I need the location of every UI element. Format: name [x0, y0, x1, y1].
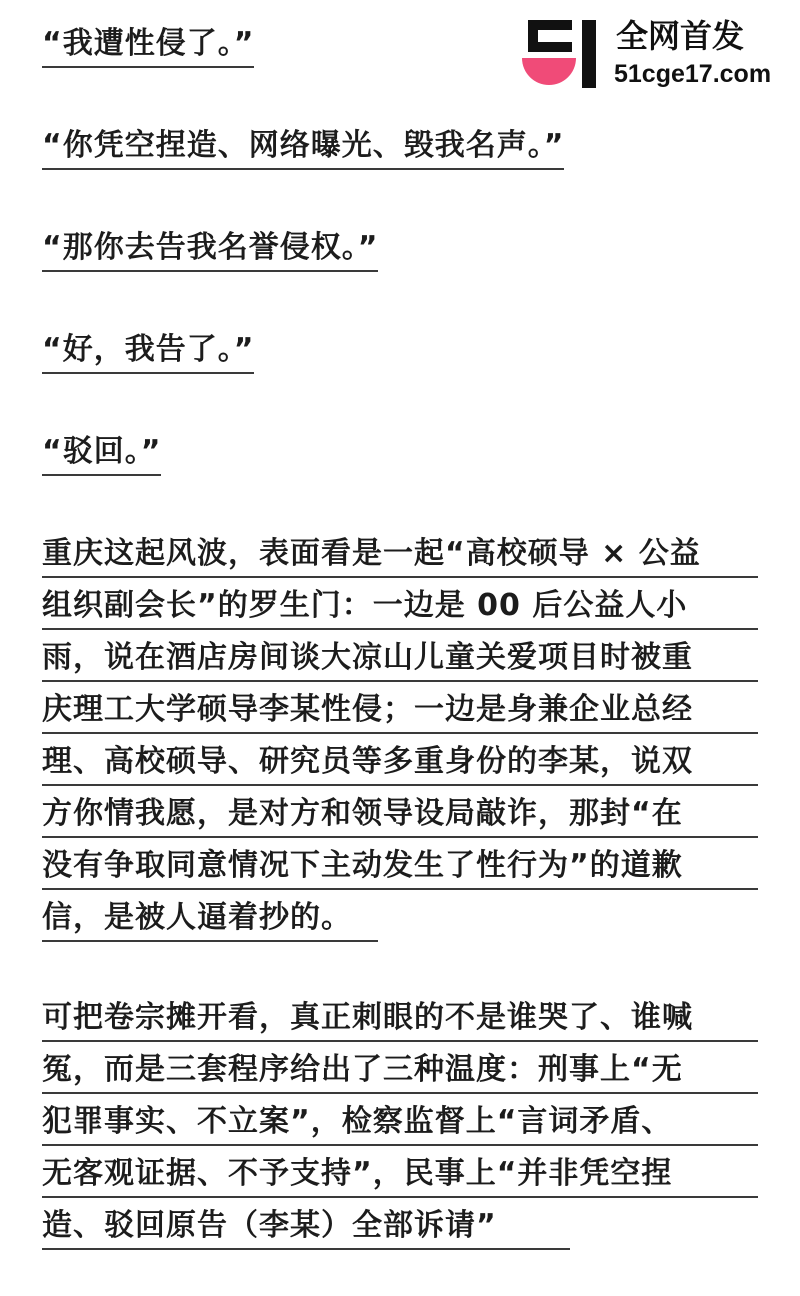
paragraph-line: 雨，说在酒店房间谈大凉山儿童关爱项目时被重: [42, 636, 758, 682]
dialogue-line: “那你去告我名誉侵权。”: [42, 226, 378, 272]
paragraph-line: 造、驳回原告（李某）全部诉请”: [42, 1204, 570, 1250]
logo-51-mark-icon: [520, 14, 610, 94]
paragraph-line: 犯罪事实、不立案”，检察监督上“言词矛盾、: [42, 1100, 758, 1146]
logo-title: 全网首发: [616, 17, 745, 55]
paragraph-line: 可把卷宗摊开看，真正刺眼的不是谁哭了、谁喊: [42, 996, 758, 1042]
dialogue-line: “好，我告了。”: [42, 328, 254, 374]
paragraph-line: 方你情我愿，是对方和领导设局敲诈，那封“在: [42, 792, 758, 838]
site-logo[interactable]: [520, 14, 790, 94]
paragraph-line: 无客观证据、不予支持”，民事上“并非凭空捏: [42, 1152, 758, 1198]
paragraph-line: 冤，而是三套程序给出了三种温度：刑事上“无: [42, 1048, 758, 1094]
dialogue-line: “你凭空捏造、网络曝光、毁我名声。”: [42, 124, 564, 170]
paragraph-line: 理、高校硕导、研究员等多重身份的李某，说双: [42, 740, 758, 786]
dialogue-line: “我遭性侵了。”: [42, 22, 254, 68]
paragraph-line: 组织副会长”的罗生门：一边是 00 后公益人小: [42, 584, 758, 630]
dialogue-line: “驳回。”: [42, 430, 161, 476]
paragraph-line: 信，是被人逼着抄的。: [42, 896, 378, 942]
paragraph-line: 没有争取同意情况下主动发生了性行为”的道歉: [42, 844, 758, 890]
logo-domain: 51cge17.com: [614, 60, 772, 88]
paragraph-line: 庆理工大学硕导李某性侵；一边是身兼企业总经: [42, 688, 758, 734]
paragraph-line: 重庆这起风波，表面看是一起“高校硕导 × 公益: [42, 532, 758, 578]
